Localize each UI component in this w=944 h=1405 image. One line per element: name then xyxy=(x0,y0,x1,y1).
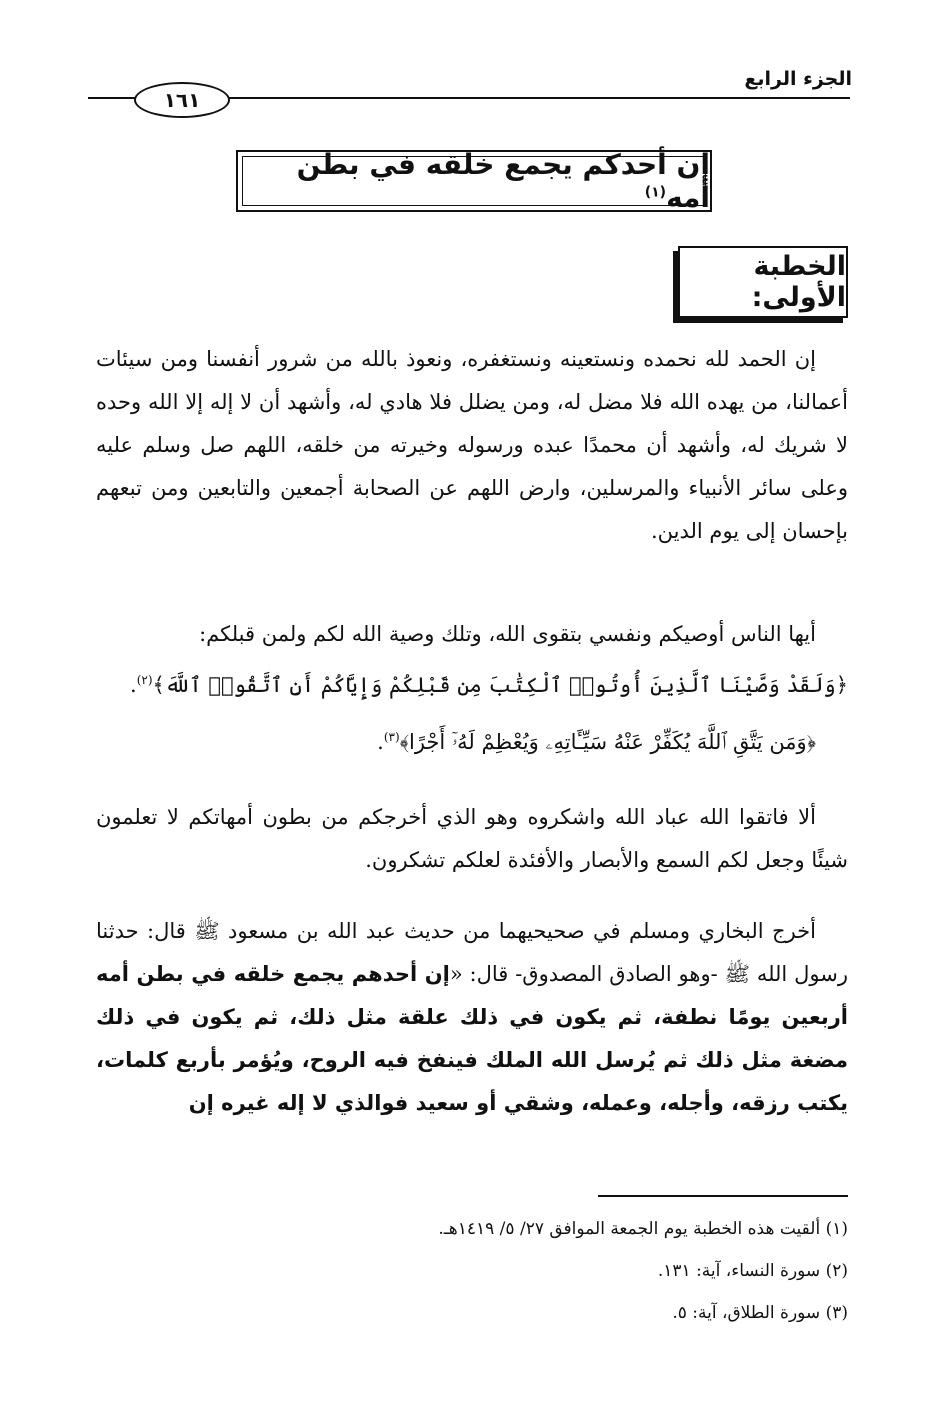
quran-verse-1: ﴿وَلَقَدْ وَصَّيْنَا ٱلَّذِينَ أُوتُوا۟ ٱلْكِتَٰبَ مِن قَبْلِكُمْ وَإِيَّاكُمْ أَنِ ٱتَّقُوا۟ ٱللَّهَ﴾$^{(٢)}$. xyxy=(130,673,848,697)
quran-verse-1-text: ﴿وَلَقَدْ وَصَّيْنَا ٱلَّذِينَ أُوتُوا۟ ٱلْكِتَٰبَ مِن قَبْلِكُمْ وَإِيَّاكُمْ أَنِ ٱتَّقُوا۟ ٱللَّهَ﴾ xyxy=(152,673,848,697)
paragraph-opening-praise: إن الحمد لله نحمده ونستعينه ونستغفره، ونعوذ بالله من شرور أنفسنا ومن سيئات أعمالنا، من يهده الله فلا مضل له، ومن يضلل فلا هادي له، وأشهد أن لا إله إلا الله وحده لا شريك له، وأشهد أن محمدًا عبده ورسوله وخيرته من خلقه، اللهم صل وسلم عليه وعلى سائر الأنبياء والمرسلين، وارض اللهم عن الصحابة أجمعين والتابعين ومن تبعهم بإحسان إلى يوم الدين. xyxy=(96,347,848,543)
page-number: ١٦١ xyxy=(134,82,230,118)
footnote-rule xyxy=(598,1195,848,1197)
chapter-title xyxy=(238,148,710,214)
paragraph-gratitude: ألا فاتقوا الله عباد الله واشكروه وهو الذي أخرجكم من بطون أمهاتكم لا تعلمون شيئًا وجعل لكم السمع والأبصار والأفئدة لعلكم تشكرون. xyxy=(96,805,848,872)
chapter-title-footnote-marker: (١) xyxy=(644,184,667,201)
chapter-title-text: إن أحدكم يجمع خلقه في بطن أمه xyxy=(296,148,710,214)
hadith-intro: أخرج البخاري ومسلم في صحيحيهما من حديث عبد الله بن مسعود ﷺ قال: حدثنا رسول الله ﷺ -وهو الصادق المصدوق- قال: « xyxy=(96,919,848,986)
quran-verse-2-ref: (٣) xyxy=(383,730,400,744)
running-title: الجزء الرابع xyxy=(744,68,852,90)
footnote-3: (٣) سورة الطلاق، آية: ٥. xyxy=(672,1303,848,1323)
footnote-1: (١) ألقيت هذه الخطبة يوم الجمعة الموافق ٢٧/ ٥/ ١٤١٩هـ. xyxy=(438,1219,848,1239)
section-heading-frame xyxy=(678,246,848,318)
section-heading: الخطبة الأولى: xyxy=(751,251,846,313)
paragraph-exhortation: أيها الناس أوصيكم ونفسي بتقوى الله، وتلك وصية الله لكم ولمن قبلكم: xyxy=(199,622,816,646)
paragraph-hadith xyxy=(96,910,848,1125)
footnote-2: (٢) سورة النساء، آية: ١٣١. xyxy=(657,1261,848,1281)
chapter-title-frame xyxy=(236,150,712,212)
footnotes xyxy=(96,1208,848,1334)
quran-verse-2-text: ﴿وَمَن يَتَّقِ ٱللَّهَ يُكَفِّرْ عَنْهُ سَيِّـَٔاتِهِۦ وَيُعْظِمْ لَهُۥٓ أَجْرًا﴾ xyxy=(399,730,816,754)
quran-verse-2: ﴿وَمَن يَتَّقِ ٱللَّهَ يُكَفِّرْ عَنْهُ سَيِّـَٔاتِهِۦ وَيُعْظِمْ لَهُۥٓ أَجْرًا﴾$^{(٣)}$. xyxy=(377,730,816,754)
hadith-text: إن أحدهم يجمع خلقه في بطن أمه أربعين يومًا نطفة، ثم يكون في ذلك علقة مثل ذلك، ثم يكون في ذلك مضغة مثل ذلك ثم يُرسل الله الملك فينفخ فيه الروح، ويُؤمر بأربع كلمات، يكتب رزقه، وأجله، وعمله، وشقي أو سعيد فوالذي لا إله غيره إن xyxy=(96,962,848,1115)
quran-verse-1-ref: (٢) xyxy=(136,673,153,687)
